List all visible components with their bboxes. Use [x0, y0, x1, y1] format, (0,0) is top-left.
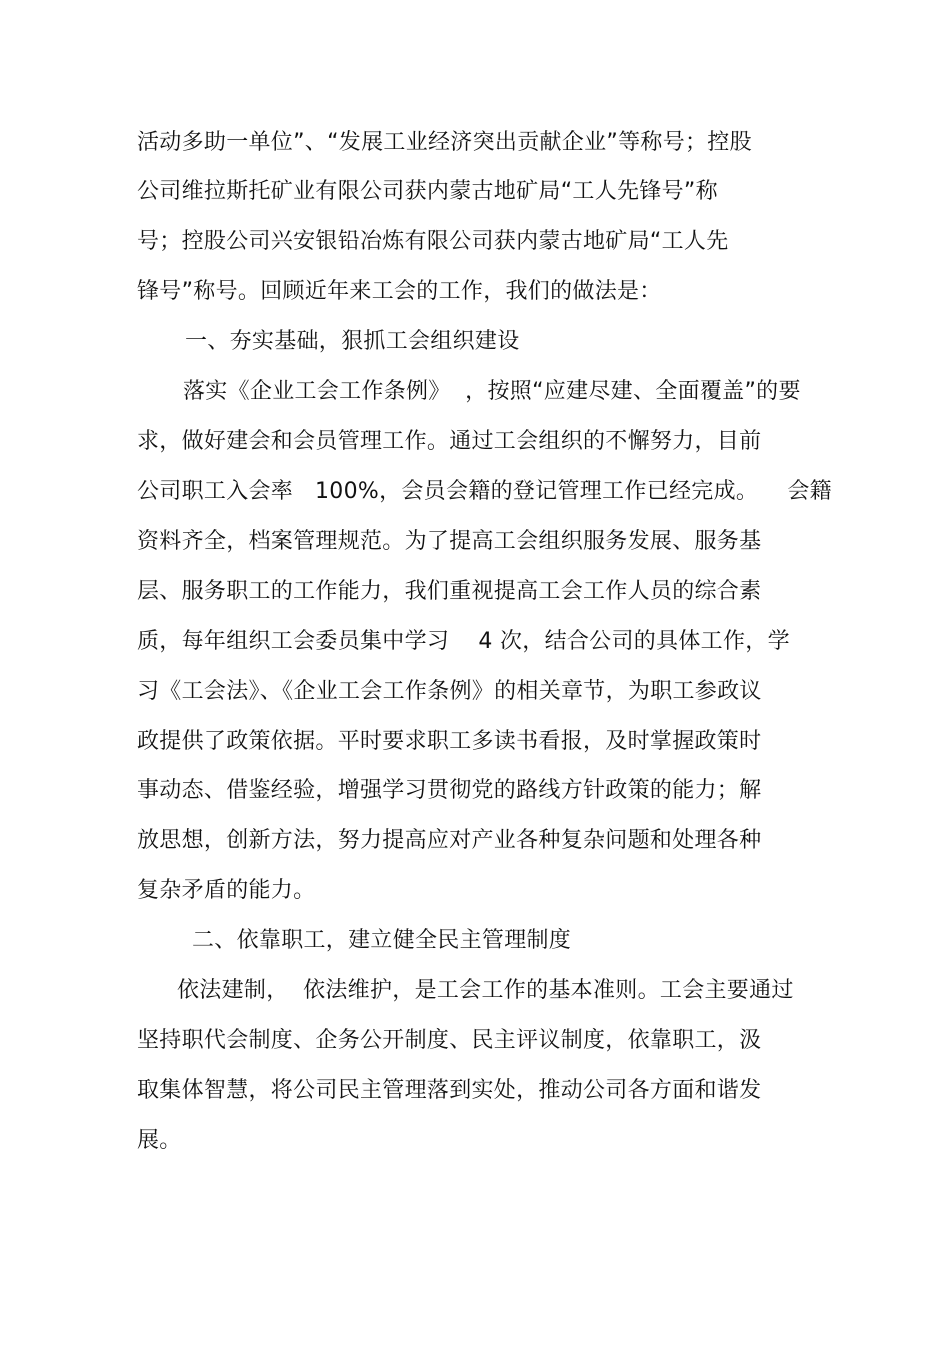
paragraph-line: 政提供了政策依据。平时要求职工多读书看报，及时掌握政策时: [137, 729, 762, 754]
paragraph-line: 展。: [137, 1128, 182, 1153]
paragraph-line: 公司维拉斯托矿业有限公司获内蒙古地矿局“工人先锋号”称: [137, 179, 718, 204]
section-heading-2: 二、依靠职工，建立健全民主管理制度: [192, 928, 572, 953]
paragraph-line: 依法建制， 依法维护，是工会工作的基本准则。工会主要通过: [177, 978, 794, 1003]
paragraph-line: 质，每年组织工会委员集中学习 4 次，结合公司的具体工作，学: [137, 629, 790, 654]
paragraph-line: 求，做好建会和会员管理工作。通过工会组织的不懈努力，目前: [137, 429, 762, 454]
paragraph-line: 放思想，创新方法，努力提高应对产业各种复杂问题和处理各种: [137, 828, 762, 853]
paragraph-line: 事动态、借鉴经验，增强学习贯彻党的路线方针政策的能力；解: [137, 778, 762, 803]
paragraph-line: 坚持职代会制度、企务公开制度、民主评议制度，依靠职工，汲: [137, 1028, 762, 1053]
paragraph-line: 公司职工入会率 100%，会员会籍的登记管理工作已经完成。 会籍: [137, 479, 832, 504]
paragraph-line: 资料齐全，档案管理规范。为了提高工会组织服务发展、服务基: [137, 529, 762, 554]
section-heading-1: 一、夯实基础，狠抓工会组织建设: [185, 329, 520, 354]
paragraph-line: 落实《企业工会工作条例》 ，按照“应建尽建、全面覆盖”的要: [183, 379, 801, 404]
paragraph-line: 复杂矛盾的能力。: [137, 878, 316, 903]
paragraph-line: 号；控股公司兴安银铅冶炼有限公司获内蒙古地矿局“工人先: [137, 229, 729, 254]
paragraph-line: 锋号”称号。回顾近年来工会的工作，我们的做法是：: [137, 279, 662, 304]
paragraph-line: 活动多助一单位”、“发展工业经济突出贡献企业”等称号；控股: [137, 130, 752, 155]
paragraph-line: 习《工会法》、《企业工会工作条例》的相关章节，为职工参政议: [137, 679, 762, 704]
paragraph-line: 取集体智慧，将公司民主管理落到实处，推动公司各方面和谐发: [137, 1078, 762, 1103]
paragraph-line: 层、服务职工的工作能力，我们重视提高工会工作人员的综合素: [137, 579, 762, 604]
